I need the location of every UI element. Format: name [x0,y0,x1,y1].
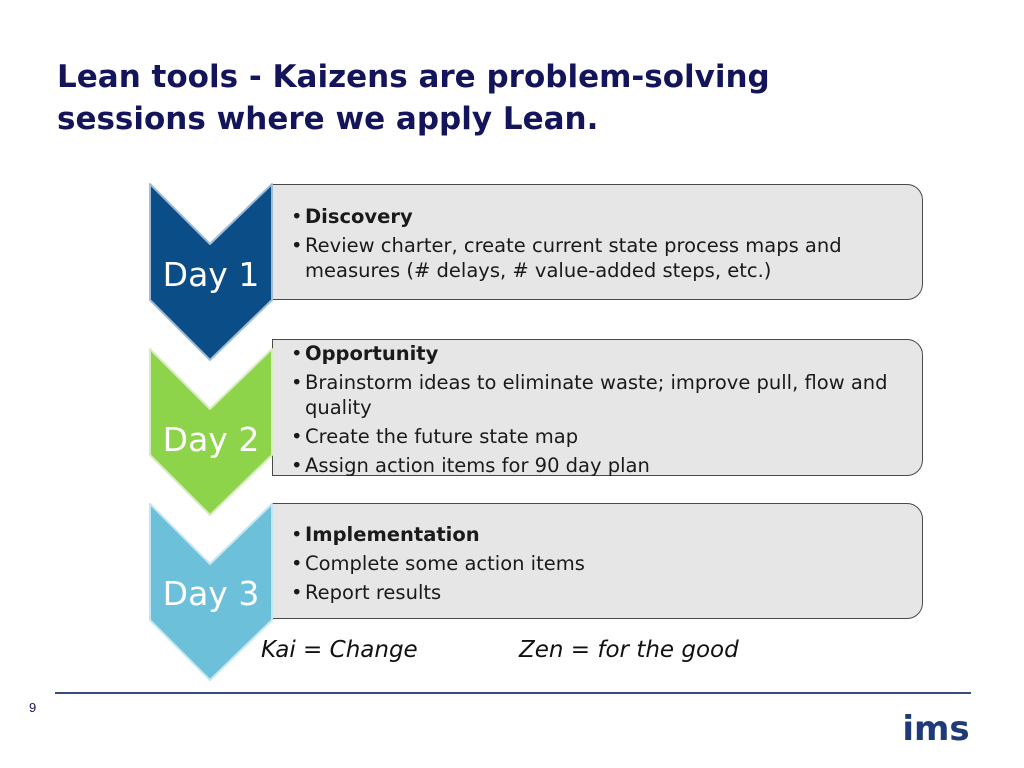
step-item-text: Create the future state map [305,425,579,448]
day-label-1: Day 1 [162,255,260,294]
title-line-1: Lean tools - Kaizens are problem-solving [57,59,770,95]
step-item-text: Brainstorm ideas to eliminate waste; improve pull, flow and quality [305,371,888,419]
step-item-text: Review charter, create current state process maps and measures (# delays, # value-added steps, etc.) [305,234,842,282]
step-item: • Implementation [291,523,480,546]
day-label-3: Day 3 [162,574,260,613]
step-item: • Brainstorm ideas to eliminate waste; improve pull, flow and quality [291,371,888,419]
footnote-zen: Zen = for the good [519,637,739,663]
chevron-day-3 [150,504,272,680]
step-item-text: Report results [305,581,442,604]
ims-logo [900,704,972,750]
step-item: • Create the future state map [291,425,579,448]
step-item-text: Assign action items for 90 day plan [305,454,650,477]
step-item-text: Opportunity [305,342,439,365]
step-item: • Assign action items for 90 day plan [291,454,650,477]
step-item-text: Complete some action items [305,552,585,575]
step-item: • Opportunity [291,342,439,365]
day-label-2: Day 2 [162,420,260,459]
title-line-2: sessions where we apply Lean. [57,101,599,137]
step-item-text: Discovery [305,205,413,228]
step-item: • Review charter, create current state process maps and measures (# delays, # value-added steps, etc.) [291,234,842,282]
step-item: • Report results [291,581,442,604]
footer-divider [55,692,971,694]
step-item: • Discovery [291,205,413,228]
step-item-text: Implementation [305,523,480,546]
chevron-day-1 [150,184,272,360]
logo-text: ims [902,709,970,749]
footnote-kai: Kai = Change [261,637,418,663]
step-item: • Complete some action items [291,552,585,575]
page-number: 9 [29,700,37,715]
chevron-day-2 [150,349,272,515]
